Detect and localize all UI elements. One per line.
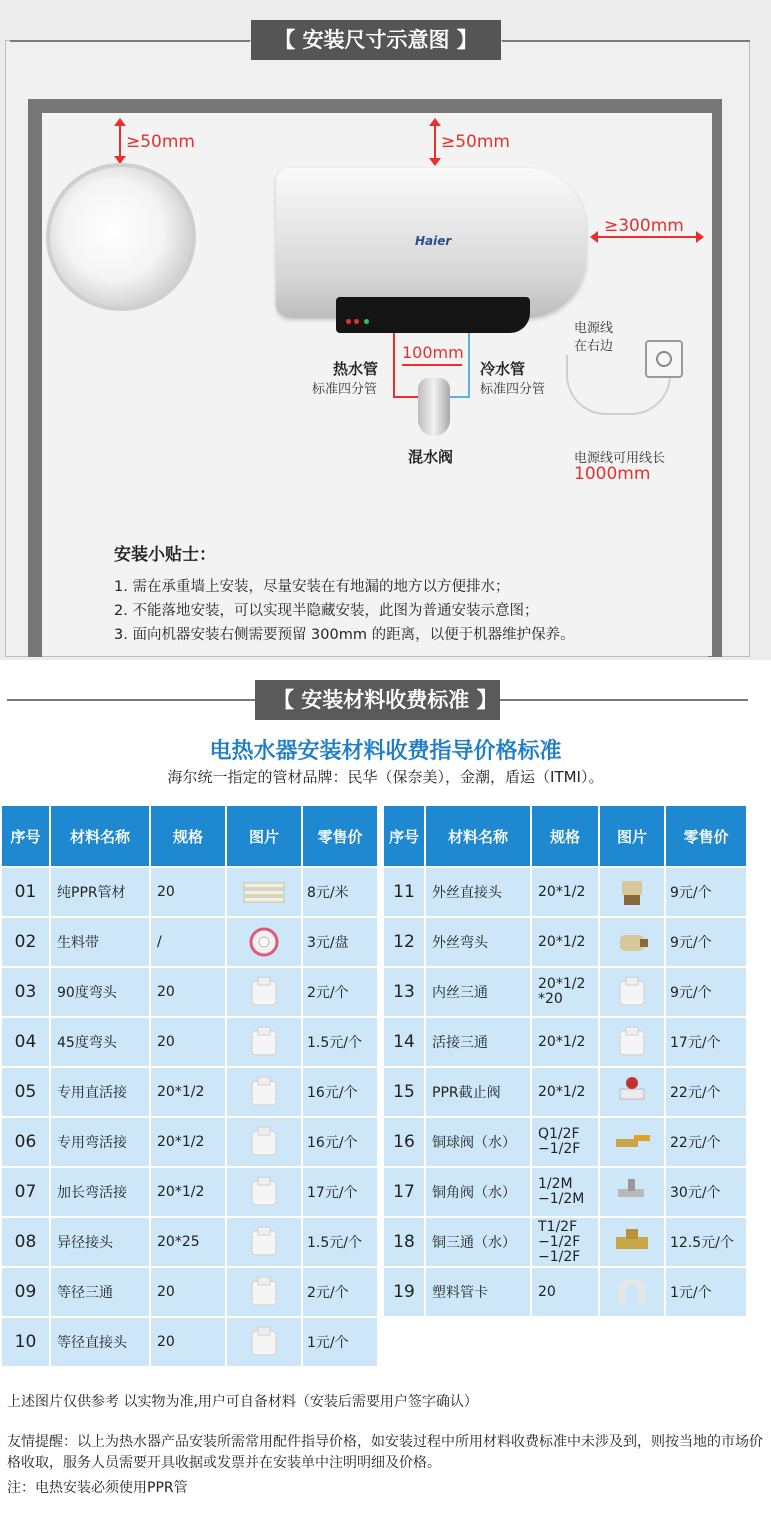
row-price: 16元/个 — [303, 1118, 377, 1166]
header-no: 序号 — [384, 806, 424, 866]
washing-machine-image — [46, 163, 196, 311]
row-image — [227, 1218, 301, 1266]
row-no: 17 — [384, 1168, 424, 1216]
row-material-name: 铜球阀（水） — [426, 1118, 530, 1166]
reducer-icon — [242, 1225, 286, 1259]
title-rule-left — [10, 40, 250, 42]
bent-union-icon — [242, 1125, 286, 1159]
row-material-name: 铜角阀（水） — [426, 1168, 530, 1216]
row-price: 1元/个 — [303, 1318, 377, 1366]
row-no: 11 — [384, 868, 424, 916]
row-no: 15 — [384, 1068, 424, 1116]
section-title-materials: 【 安装材料收费标准 】 — [255, 680, 500, 720]
row-price: 9元/个 — [666, 868, 746, 916]
row-no: 18 — [384, 1218, 424, 1266]
tip-item: 3. 面向机器安装右侧需要预留 300mm 的距离，以便于机器维护保养。 — [114, 627, 575, 643]
row-no: 01 — [2, 868, 49, 916]
row-image — [227, 1168, 301, 1216]
wall-left — [28, 99, 42, 657]
row-material-name: 内丝三通 — [426, 968, 530, 1016]
table-row — [384, 868, 746, 916]
brands-note: 海尔统一指定的管材品牌：民华（保奈美），金潮，盾运（ITMI）。 — [167, 768, 604, 786]
header-price: 零售价 — [303, 806, 377, 866]
pipe-gap-label: 100mm — [402, 343, 464, 362]
row-image — [600, 1018, 664, 1066]
row-spec: 20*1/2 — [532, 918, 598, 966]
ppr-note: 注：电热安装必须使用PPR管 — [7, 1480, 188, 1496]
row-material-name: 塑料管卡 — [426, 1268, 530, 1316]
row-price: 30元/个 — [666, 1168, 746, 1216]
row-material-name: 专用直活接 — [51, 1068, 149, 1116]
row-price: 16元/个 — [303, 1068, 377, 1116]
price-table-right — [382, 804, 748, 1318]
row-price: 9元/个 — [666, 968, 746, 1016]
hot-pipe-line — [393, 333, 395, 398]
friendly-reminder: 友情提醒：以上为热水器产品安装所需常用配件指导价格，如安装过程中所用材料收费标准中未涉及到，则按当地的市场价格收取，服务人员需要开具收据或发票并在安装单中注明明细及价格。 — [7, 1434, 763, 1471]
table-row — [384, 968, 746, 1016]
heater-brand-logo: Haier — [415, 234, 452, 248]
cold-pipe-label: 冷水管 — [480, 360, 526, 378]
title-rule-right — [502, 40, 750, 42]
header-image: 图片 — [227, 806, 301, 866]
table-row — [2, 918, 377, 966]
clearance-arrow-left — [114, 118, 126, 164]
row-image — [600, 1168, 664, 1216]
row-material-name: 等径直接头 — [51, 1318, 149, 1366]
row-price: 22元/个 — [666, 1068, 746, 1116]
row-spec: 20*1/2 — [151, 1168, 225, 1216]
header-image: 图片 — [600, 806, 664, 866]
power-line-label-1: 电源线 — [574, 321, 614, 336]
row-no: 14 — [384, 1018, 424, 1066]
row-spec: 20*1/2 — [532, 1068, 598, 1116]
row-spec: 1/2M −1/2M — [532, 1168, 598, 1216]
clearance-top-left-label: ≥50mm — [126, 132, 195, 152]
tip-item: 1. 需在承重墙上安装，尽量安装在有地漏的地方以方便排水； — [114, 579, 510, 595]
disclaimer-note: 上述图片仅供参考 以实物为准,用户可自备材料（安装后需要用户签字确认） — [7, 1394, 478, 1410]
pipe-icon — [242, 875, 286, 909]
table-row — [384, 1068, 746, 1116]
row-spec: 20 — [151, 868, 225, 916]
header-name: 材料名称 — [426, 806, 530, 866]
header-spec: 规格 — [532, 806, 598, 866]
row-no: 04 — [2, 1018, 49, 1066]
mixer-valve-label: 混水阀 — [408, 448, 454, 466]
row-spec: T1/2F −1/2F −1/2F — [532, 1218, 598, 1266]
row-material-name: 活接三通 — [426, 1018, 530, 1066]
male-coupling-icon — [610, 875, 654, 909]
header-name: 材料名称 — [51, 806, 149, 866]
power-socket-icon — [645, 340, 683, 378]
elbow90-icon — [242, 975, 286, 1009]
row-spec: 20*25 — [151, 1218, 225, 1266]
header-price: 零售价 — [666, 806, 746, 866]
row-material-name: PPR截止阀 — [426, 1068, 530, 1116]
table-row — [384, 1118, 746, 1166]
hot-pipe-sublabel: 标准四分管 — [312, 382, 378, 397]
row-price: 1.5元/个 — [303, 1218, 377, 1266]
row-image — [227, 1318, 301, 1366]
female-tee-icon — [610, 975, 654, 1009]
row-spec: 20 — [151, 1018, 225, 1066]
table-row — [2, 1218, 377, 1266]
table-row — [2, 1018, 377, 1066]
row-price: 2元/个 — [303, 968, 377, 1016]
brass-tee-icon — [610, 1225, 654, 1259]
power-line-label-2: 在右边 — [574, 339, 614, 354]
row-image — [600, 868, 664, 916]
row-price: 2元/个 — [303, 1268, 377, 1316]
row-image — [227, 1068, 301, 1116]
section-title-install-size: 【 安装尺寸示意图 】 — [251, 20, 501, 60]
row-material-name: 纯PPR管材 — [51, 868, 149, 916]
row-no: 09 — [2, 1268, 49, 1316]
install-tips — [114, 540, 694, 647]
coupling-icon — [242, 1325, 286, 1359]
pipe-clip-icon — [610, 1275, 654, 1309]
row-spec: 20*1/2 *20 — [532, 968, 598, 1016]
row-price: 9元/个 — [666, 918, 746, 966]
wall-top — [28, 99, 722, 113]
stop-valve-icon — [610, 1075, 654, 1109]
row-image — [227, 918, 301, 966]
row-image — [600, 1118, 664, 1166]
table-row — [2, 868, 377, 916]
table-row — [384, 918, 746, 966]
row-material-name: 铜三通（水） — [426, 1218, 530, 1266]
row-no: 12 — [384, 918, 424, 966]
elbow45-icon — [242, 1025, 286, 1059]
row-image — [600, 1268, 664, 1316]
row-no: 07 — [2, 1168, 49, 1216]
header-no: 序号 — [2, 806, 49, 866]
row-no: 13 — [384, 968, 424, 1016]
row-spec: 20*1/2 — [532, 1018, 598, 1066]
tip-item: 2. 不能落地安装，可以实现半隐藏安装，此图为普通安装示意图； — [114, 603, 539, 619]
row-image — [227, 968, 301, 1016]
row-no: 02 — [2, 918, 49, 966]
table-row — [384, 1268, 746, 1316]
title-rule-left-2 — [7, 699, 255, 701]
row-spec: / — [151, 918, 225, 966]
title-rule-right-2 — [500, 699, 748, 701]
row-no: 05 — [2, 1068, 49, 1116]
row-no: 06 — [2, 1118, 49, 1166]
row-material-name: 外丝弯头 — [426, 918, 530, 966]
table-row — [2, 1168, 377, 1216]
row-price: 17元/个 — [303, 1168, 377, 1216]
row-spec: Q1/2F −1/2F — [532, 1118, 598, 1166]
row-spec: 20 — [532, 1268, 598, 1316]
long-union-icon — [242, 1175, 286, 1209]
clearance-arrow-heater — [429, 118, 441, 166]
hot-pipe-label: 热水管 — [333, 360, 379, 378]
cold-pipe-line — [468, 333, 470, 398]
row-material-name: 加长弯活接 — [51, 1168, 149, 1216]
row-image — [227, 868, 301, 916]
row-spec: 20*1/2 — [151, 1118, 225, 1166]
tips-title: 安装小贴士： — [114, 545, 216, 565]
tape-icon — [242, 925, 286, 959]
row-image — [227, 1268, 301, 1316]
row-spec: 20*1/2 — [151, 1068, 225, 1116]
row-no: 03 — [2, 968, 49, 1016]
straight-union-icon — [242, 1075, 286, 1109]
angle-valve-icon — [610, 1175, 654, 1209]
row-price: 1元/个 — [666, 1268, 746, 1316]
row-price: 3元/盘 — [303, 918, 377, 966]
table-row — [2, 968, 377, 1016]
row-price: 17元/个 — [666, 1018, 746, 1066]
install-diagram-section — [0, 0, 771, 660]
row-image — [227, 1118, 301, 1166]
row-material-name: 专用弯活接 — [51, 1118, 149, 1166]
row-spec: 20 — [151, 968, 225, 1016]
row-no: 19 — [384, 1268, 424, 1316]
male-elbow-icon — [610, 925, 654, 959]
row-spec: 20 — [151, 1268, 225, 1316]
row-image — [600, 1068, 664, 1116]
row-price: 22元/个 — [666, 1118, 746, 1166]
row-no: 08 — [2, 1218, 49, 1266]
indicator-red-icon — [354, 319, 359, 324]
row-spec: 20 — [151, 1318, 225, 1366]
price-standard-heading: 电热水器安装材料收费指导价格标准 — [209, 739, 562, 764]
table-header-row — [384, 806, 746, 866]
table-header-row — [2, 806, 377, 866]
table-row — [384, 1018, 746, 1066]
row-spec: 20*1/2 — [532, 868, 598, 916]
row-material-name: 45度弯头 — [51, 1018, 149, 1066]
indicator-red-icon — [346, 319, 351, 324]
row-price: 8元/米 — [303, 868, 377, 916]
row-image — [600, 968, 664, 1016]
table-row — [2, 1118, 377, 1166]
table-row — [384, 1218, 746, 1266]
indicator-green-icon — [364, 319, 369, 324]
table-row — [2, 1318, 377, 1366]
heater-control-panel — [336, 297, 530, 333]
clearance-top-heater-label: ≥50mm — [441, 132, 510, 152]
ball-valve-icon — [610, 1125, 654, 1159]
clearance-right-label: ≥300mm — [604, 216, 684, 236]
row-no: 10 — [2, 1318, 49, 1366]
cord-length-value: 1000mm — [574, 464, 651, 484]
row-material-name: 生料带 — [51, 918, 149, 966]
mixer-valve-image — [418, 378, 450, 436]
table-row — [384, 1168, 746, 1216]
row-image — [227, 1018, 301, 1066]
table-row — [2, 1068, 377, 1116]
row-image — [600, 918, 664, 966]
row-no: 16 — [384, 1118, 424, 1166]
row-price: 12.5元/个 — [666, 1218, 746, 1266]
row-material-name: 等径三通 — [51, 1268, 149, 1316]
row-price: 1.5元/个 — [303, 1018, 377, 1066]
row-image — [600, 1218, 664, 1266]
cord-length-label: 电源线可用线长 — [574, 451, 666, 466]
price-table-left — [0, 804, 379, 1368]
row-material-name: 异径接头 — [51, 1218, 149, 1266]
tee-icon — [242, 1275, 286, 1309]
table-row — [2, 1268, 377, 1316]
row-material-name: 90度弯头 — [51, 968, 149, 1016]
union-tee-icon — [610, 1025, 654, 1059]
cold-pipe-sublabel: 标准四分管 — [480, 382, 546, 397]
header-spec: 规格 — [151, 806, 225, 866]
row-material-name: 外丝直接头 — [426, 868, 530, 916]
